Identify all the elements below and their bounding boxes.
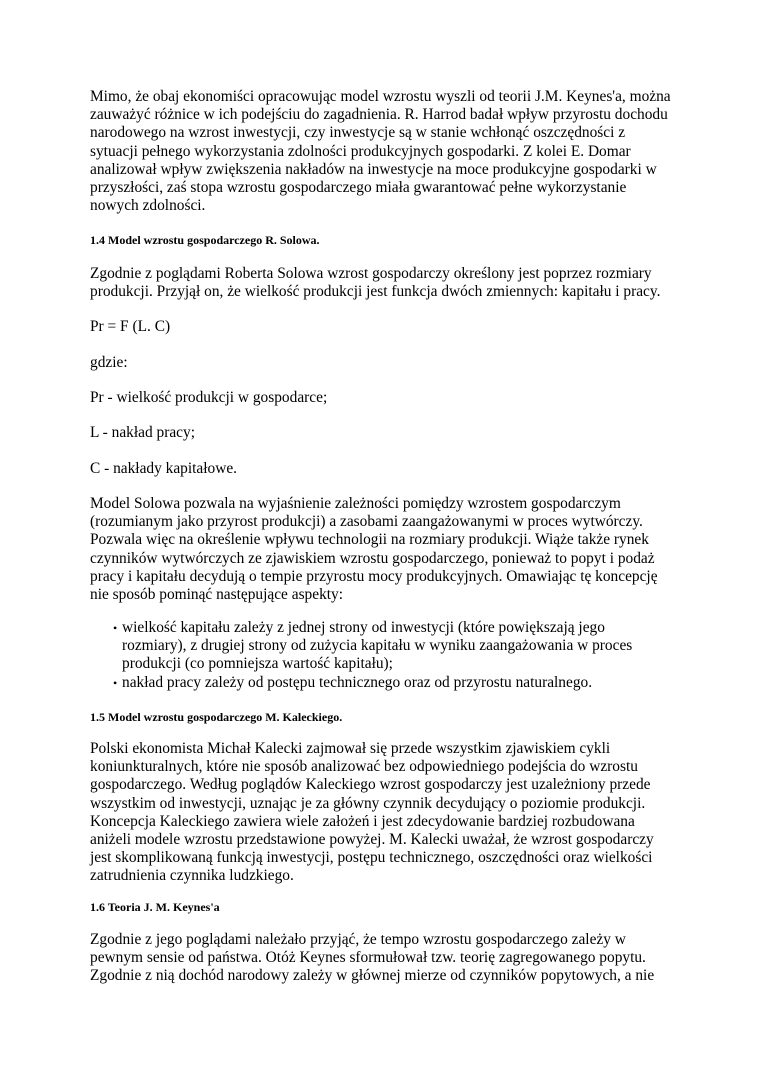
list-item: • nakład pracy zależy od postępu technicznego oraz od przyrostu naturalnego. [113, 673, 593, 691]
where-label: gdzie: [90, 354, 128, 371]
heading-solow-model: 1.4 Model wzrostu gospodarczego R. Solowa. [90, 233, 320, 247]
list-item: • wielkość kapitału zależy z jednej strony od inwestycji (które powiększają jego rozmiary), z drugiej strony od zużycia kapitału w wyniku zaangażowania w proces produkcji (co pomniejsza wartość kapitału); [113, 619, 633, 673]
bullet-icon: • [113, 675, 118, 690]
definition-pr: Pr - wielkość produkcji w gospodarce; [90, 389, 328, 406]
definition-c: C - nakłady kapitałowe. [90, 460, 238, 477]
paragraph-kalecki: Polski ekonomista Michał Kalecki zajmował się przede wszystkim zjawiskiem cykli koniunkturalnych, które nie sposób analizować bez odpowiedniego podejścia do wzrostu gospodarczego. Według poglądów Kaleckiego wzrost gospodarczy jest uzależniony przede wszystkim od inwestycji, uznając je za główny czynnik decydujący o poziomie produkcji. Koncepcja Kaleckiego zawiera wiele założeń i jest zdecydowanie bardziej rozbudowana aniżeli modele wzrostu przedstawione powyżej. M. Kalecki uważał, że wzrost gospodarczy jest skomplikowaną funkcją inwestycji, postępu technicznego, oszczędności oraz wielkości zatrudnienia czynnika ludzkiego. [90, 740, 654, 885]
bullet-icon: • [113, 621, 118, 635]
paragraph-solow-intro: Zgodnie z poglądami Roberta Solowa wzrost gospodarczy określony jest poprzez rozmiary produkcji. Przyjął on, że wielkość produkcji jest funkcja dwóch zmiennych: kapitału i pracy. [90, 265, 661, 301]
definition-l: L - nakład pracy; [90, 424, 195, 441]
paragraph-keynes: Zgodnie z jego poglądami należało przyjąć, że tempo wzrostu gospodarczego zależy w pewnym sensie od państwa. Otóż Keynes sformułował tzw. teorię zagregowanego popytu. Zgodnie z nią dochód narodowy zależy w głównej mierze od czynników popytowych, a nie [90, 931, 655, 985]
heading-kalecki-model: 1.5 Model wzrostu gospodarczego M. Kaleckiego. [90, 710, 343, 724]
aspects-list [90, 619, 672, 692]
formula: Pr = F (L. C) [90, 318, 171, 335]
paragraph-solow-explanation: Model Solowa pozwala na wyjaśnienie zależności pomiędzy wzrostem gospodarczym (rozumianym jako przyrost produkcji) a zasobami zaangażowanymi w proces wytwórczy. Pozwala więc na określenie wpływu technologii na rozmiary produkcji. Wiąże także rynek czynników wytwórczych ze zjawiskiem wzrostu gospodarczego, ponieważ to popyt i podaż pracy i kapitału decydują o tempie przyrostu mocy produkcyjnych. Omawiając tę koncepcję nie sposób pominąć następujące aspekty: [90, 495, 658, 604]
heading-keynes-theory: 1.6 Teoria J. M. Keynes'a [90, 900, 220, 914]
paragraph-harrod-domar: Mimo, że obaj ekonomiści opracowując model wzrostu wyszli od teorii J.M. Keynes'a, można zauważyć różnice w ich podejściu do zagadnienia. R. Harrod badał wpływ przyrostu dochodu narodowego na wzrost inwestycji, czy inwestycje są w stanie wchłonąć oszczędności z sytuacji pełnego wykorzystania zdolności produkcyjnych gospodarki. Z kolei E. Domar analizował wpływ zwiększenia nakładów na inwestycje na moce produkcyjne gospodarki w przyszłości, zaś stopa wzrostu gospodarczego miała gwarantować pełne wykorzystanie nowych zdolności. [90, 88, 671, 215]
